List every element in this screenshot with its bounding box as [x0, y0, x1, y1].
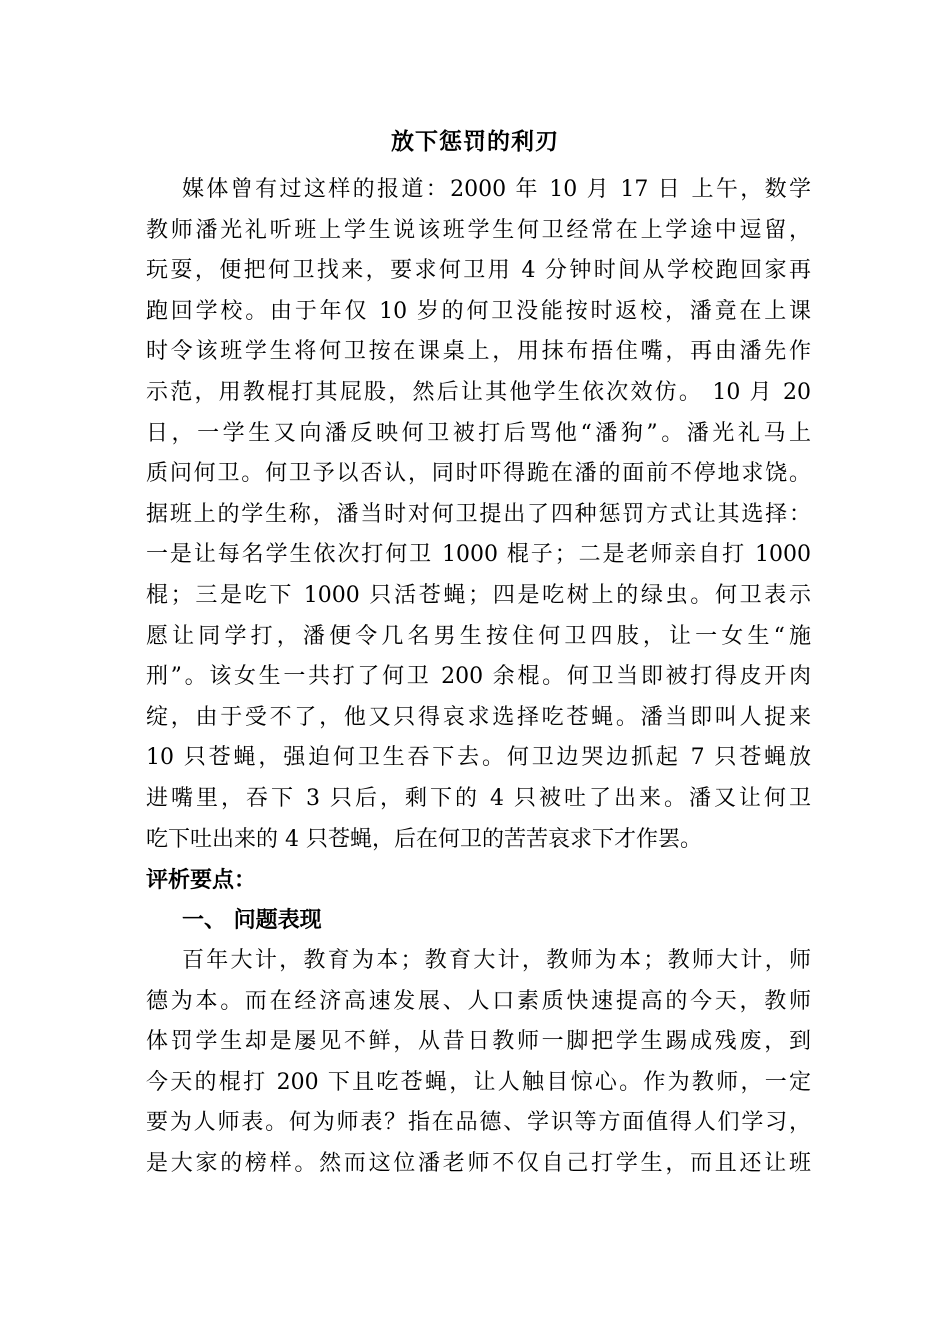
analysis-heading-block [146, 860, 811, 901]
paragraph-line: 一是让每名学生依次打何卫 1000 棍子；二是老师亲自打 1000 [146, 542, 811, 568]
paragraph-line: 教师潘光礼听班上学生说该班学生何卫经常在上学途中逗留， [146, 217, 811, 243]
heading-analysis: 评析要点： [146, 867, 257, 893]
paragraph-line: 跑回学校。由于年仅 10 岁的何卫没能按时返校，潘竟在上课 [146, 298, 811, 324]
paragraph-line: 愿让同学打，潘便令几名男生按住何卫四肢，让一女生“施 [146, 623, 811, 649]
paragraph-line: 10 只苍蝇，强迫何卫生吞下去。何卫边哭边抓起 7 只苍蝇放 [146, 745, 811, 771]
paragraph-line: 时令该班学生将何卫按在课桌上，用抹布捂住嘴，再由潘先作 [146, 339, 811, 365]
paragraph-line: 要为人师表。何为师表？指在品德、学识等方面值得人们学习， [146, 1110, 811, 1136]
paragraph-line: 示范，用教棍打其屁股，然后让其他学生依次效仿。 10 月 20 [146, 379, 811, 405]
paragraph-analysis [146, 941, 811, 1185]
paragraph-line: 质问何卫。何卫予以否认，同时吓得跪在潘的面前不停地求饶。 [146, 461, 811, 487]
paragraph-line: 百年大计，教育为本；教育大计，教师为本；教师大计，师 [182, 948, 811, 973]
document-title: 放下惩罚的利刃 [391, 128, 559, 155]
paragraph-line: 刑”。该女生一共打了何卫 200 余棍。何卫当即被打得皮开肉 [146, 664, 811, 690]
paragraph-line: 棍；三是吃下 1000 只活苍蝇；四是吃树上的绿虫。何卫表示 [146, 582, 811, 608]
paragraph-line: 是大家的榜样。然而这位潘老师不仅自己打学生，而且还让班 [146, 1150, 811, 1176]
paragraph-line: 今天的棍打 200 下且吃苍蝇，让人触目惊心。作为教师，一定 [146, 1069, 811, 1095]
paragraph-line: 体罚学生却是屡见不鲜，从昔日教师一脚把学生踢成残废，到 [146, 1029, 811, 1055]
paragraph-line: 媒体曾有过这样的报道：2000 年 10 月 17 日 上午，数学 [182, 177, 811, 202]
paragraph-line: 进嘴里，吞下 3 只后，剩下的 4 只被吐了出来。潘又让何卫 [146, 785, 811, 811]
paragraph-line: 玩耍，便把何卫找来，要求何卫用 4 分钟时间从学校跑回家再 [146, 258, 811, 284]
paragraph-line: 吃下吐出来的 4 只苍蝇，后在何卫的苦苦哀求下才作罢。 [146, 826, 702, 852]
subheading-problem: 一、 问题表现 [182, 907, 322, 933]
paragraph-line: 日，一学生又向潘反映何卫被打后骂他“潘狗”。潘光礼马上 [146, 420, 811, 446]
paragraph-line: 德为本。而在经济高速发展、人口素质快速提高的今天，教师 [146, 988, 811, 1014]
subheading-block [146, 900, 811, 941]
paragraph-line: 绽，由于受不了，他又只得哀求选择吃苍蝇。潘当即叫人捉来 [146, 704, 811, 730]
paragraph-report [146, 170, 811, 860]
paragraph-line: 据班上的学生称，潘当时对何卫提出了四种惩罚方式让其选择： [146, 501, 811, 527]
